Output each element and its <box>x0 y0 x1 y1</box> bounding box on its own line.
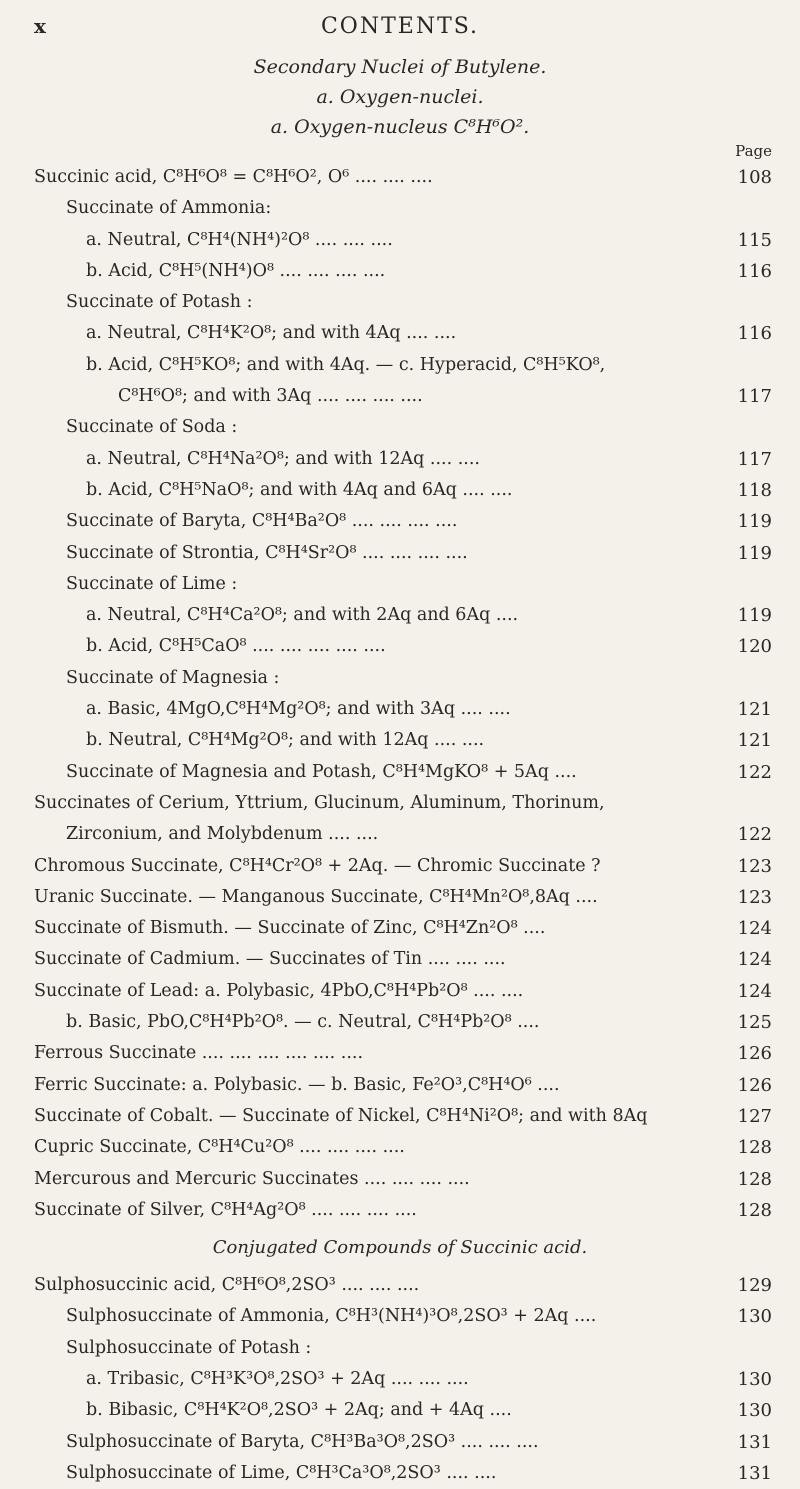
contents-entry <box>0 725 800 756</box>
entry-page-number: 119 <box>737 511 772 533</box>
entry-text: a. Neutral, C⁸H⁴(NH⁴)²O⁸ .... .... .... <box>86 229 393 250</box>
entry-text: b. Acid, C⁸H⁵(NH⁴)O⁸ .... .... .... .... <box>86 260 386 281</box>
contents-entry <box>0 193 800 224</box>
contents-entry <box>0 663 800 694</box>
contents-entry <box>0 475 800 506</box>
entry-text: Succinate of Strontia, C⁸H⁴Sr²O⁸ .... .... .... .... <box>66 542 468 563</box>
contents-entry <box>0 913 800 944</box>
entry-page-number: 123 <box>737 886 772 908</box>
entry-text: b. Acid, C⁸H⁵KO⁸; and with 4Aq. — c. Hyperacid, C⁸H⁵KO⁸, <box>86 354 606 375</box>
entry-page-number: 117 <box>737 386 772 408</box>
entry-text: Uranic Succinate. — Manganous Succinate, C⁸H⁴Mn²O⁸,8Aq .... <box>34 886 598 907</box>
contents-entry <box>0 882 800 913</box>
contents-entry <box>0 1333 800 1364</box>
entry-text: Succinate of Bismuth. — Succinate of Zinc, C⁸H⁴Zn²O⁸ .... <box>34 918 546 939</box>
contents-list <box>0 162 800 1489</box>
entry-text: Chromous Succinate, C⁸H⁴Cr²O⁸ + 2Aq. — Chromic Succinate ? <box>34 855 601 876</box>
entry-page-number: 126 <box>737 1043 772 1065</box>
contents-entry <box>0 381 800 412</box>
contents-entry <box>0 1364 800 1395</box>
contents-entry <box>0 1164 800 1195</box>
entry-text: a. Tribasic, C⁸H³K³O⁸,2SO³ + 2Aq .... .... .... <box>86 1368 469 1389</box>
contents-entry <box>0 1395 800 1426</box>
contents-entry <box>0 694 800 725</box>
contents-entry <box>0 1038 800 1069</box>
contents-entry <box>0 1270 800 1301</box>
contents-entry <box>0 600 800 631</box>
entry-text: Mercurous and Mercuric Succinates .... .... .... .... <box>34 1168 470 1189</box>
entry-page-number: 121 <box>737 699 772 721</box>
contents-entry <box>0 631 800 662</box>
entry-page-number: 130 <box>737 1306 772 1328</box>
entry-text: Succinate of Lead: a. Polybasic, 4PbO,C⁸H⁴Pb²O⁸ .... .... <box>34 980 524 1001</box>
contents-entry <box>0 1007 800 1038</box>
entry-text: C⁸H⁶O⁸; and with 3Aq .... .... .... .... <box>118 386 423 407</box>
entry-text: a. Neutral, C⁸H⁴Ca²O⁸; and with 2Aq and 6Aq .... <box>86 605 519 626</box>
section-heading: Secondary Nuclei of Butylene. <box>253 56 547 78</box>
contents-entry <box>0 976 800 1007</box>
sub-sub-heading: a. Oxygen-nucleus C⁸H⁶O². <box>270 116 530 138</box>
entry-text: b. Bibasic, C⁸H⁴K²O⁸,2SO³ + 2Aq; and + 4Aq .... <box>86 1400 512 1421</box>
entry-page-number: 115 <box>737 229 772 251</box>
contents-entry <box>0 350 800 381</box>
entry-page-number: 122 <box>737 761 772 783</box>
contents-entry <box>0 506 800 537</box>
entry-text: Sulphosuccinate of Potash : <box>66 1337 312 1358</box>
entry-text: a. Basic, 4MgO,C⁸H⁴Mg²O⁸; and with 3Aq .... .... <box>86 699 511 720</box>
entry-text: Sulphosuccinate of Lime, C⁸H³Ca³O⁸,2SO³ .... .... <box>66 1462 497 1483</box>
entry-text: Sulphosuccinic acid, C⁸H⁶O⁸,2SO³ .... .... .... <box>34 1275 420 1296</box>
entry-text: Succinates of Cerium, Yttrium, Glucinum, Aluminum, Thorinum, <box>34 792 605 813</box>
entry-page-number: 128 <box>737 1199 772 1221</box>
entry-page-number: 121 <box>737 730 772 752</box>
entry-page-number: 119 <box>737 605 772 627</box>
entry-text: Cupric Succinate, C⁸H⁴Cu²O⁸ .... .... .... .... <box>34 1137 405 1158</box>
contents-entry <box>0 1427 800 1458</box>
contents-entry <box>0 412 800 443</box>
entry-text: Succinate of Cobalt. — Succinate of Nickel, C⁸H⁴Ni²O⁸; and with 8Aq <box>34 1105 648 1126</box>
entry-text: b. Acid, C⁸H⁵CaO⁸ .... .... .... .... .... <box>86 636 386 657</box>
entry-text: Ferric Succinate: a. Polybasic. — b. Basic, Fe²O³,C⁸H⁴O⁶ .... <box>34 1074 560 1095</box>
contents-entry <box>0 256 800 287</box>
entry-text: Succinate of Silver, C⁸H⁴Ag²O⁸ .... .... .... .... <box>34 1199 417 1220</box>
entry-page-number: 131 <box>737 1431 772 1453</box>
contents-part-2 <box>0 1270 800 1489</box>
entry-text: Succinate of Magnesia : <box>66 667 280 688</box>
entry-text: Succinate of Lime : <box>66 573 238 594</box>
entry-text: Sulphosuccinate of Baryta, C⁸H³Ba³O⁸,2SO³ .... .... .... <box>66 1431 539 1452</box>
entry-page-number: 118 <box>737 479 772 501</box>
entry-page-number: 128 <box>737 1168 772 1190</box>
entry-page-number: 124 <box>737 980 772 1002</box>
entry-text: Succinate of Magnesia and Potash, C⁸H⁴MgKO⁸ + 5Aq .... <box>66 761 577 782</box>
entry-text: Succinate of Cadmium. — Succinates of Tin .... .... .... <box>34 949 506 970</box>
entry-page-number: 126 <box>737 1074 772 1096</box>
contents-entry <box>0 788 800 819</box>
entry-page-number: 122 <box>737 824 772 846</box>
page-folio: x <box>34 14 46 38</box>
entry-page-number: 125 <box>737 1012 772 1034</box>
entry-page-number: 117 <box>737 448 772 470</box>
entry-text: Ferrous Succinate .... .... .... .... .... .... <box>34 1043 364 1064</box>
entry-text: a. Neutral, C⁸H⁴Na²O⁸; and with 12Aq .... .... <box>86 448 480 469</box>
entry-text: b. Acid, C⁸H⁵NaO⁸; and with 4Aq and 6Aq .... .... <box>86 479 513 500</box>
entry-text: Succinate of Ammonia: <box>66 198 272 219</box>
contents-entry <box>0 1458 800 1489</box>
contents-entry <box>0 225 800 256</box>
entry-text: Succinate of Baryta, C⁸H⁴Ba²O⁸ .... .... .... .... <box>66 511 458 532</box>
entry-page-number: 124 <box>737 918 772 940</box>
entry-page-number: 130 <box>737 1368 772 1390</box>
contents-entry <box>0 1132 800 1163</box>
entry-page-number: 120 <box>737 636 772 658</box>
contents-part-1 <box>0 162 800 1226</box>
contents-entry <box>0 569 800 600</box>
conjugated-heading: Conjugated Compounds of Succinic acid. <box>212 1237 588 1259</box>
entry-text: Succinate of Potash : <box>66 292 253 313</box>
sub-heading: a. Oxygen-nuclei. <box>316 86 484 108</box>
entry-page-number: 116 <box>737 260 772 282</box>
entry-page-number: 131 <box>737 1462 772 1484</box>
contents-entry <box>0 1070 800 1101</box>
running-head <box>0 14 800 44</box>
entry-page-number: 127 <box>737 1105 772 1127</box>
contents-entry <box>0 1195 800 1226</box>
contents-entry <box>0 444 800 475</box>
contents-entry <box>0 1301 800 1332</box>
entry-page-number: 124 <box>737 949 772 971</box>
entry-page-number: 123 <box>737 855 772 877</box>
entry-text: Sulphosuccinate of Ammonia, C⁸H³(NH⁴)³O⁸,2SO³ + 2Aq .... <box>66 1306 597 1327</box>
contents-entry <box>0 287 800 318</box>
entry-page-number: 119 <box>737 542 772 564</box>
entry-page-number: 128 <box>737 1137 772 1159</box>
entry-text: Succinate of Soda : <box>66 417 238 438</box>
contents-entry <box>0 1101 800 1132</box>
contents-entry <box>0 162 800 193</box>
contents-entry <box>0 757 800 788</box>
entry-text: Zirconium, and Molybdenum .... .... <box>66 824 379 845</box>
entry-page-number: 129 <box>737 1275 772 1297</box>
entry-text: a. Neutral, C⁸H⁴K²O⁸; and with 4Aq .... .... <box>86 323 457 344</box>
entry-page-number: 130 <box>737 1400 772 1422</box>
entry-text: Succinic acid, C⁸H⁶O⁸ = C⁸H⁶O², O⁶ .... .... .... <box>34 167 433 187</box>
entry-page-number: 108 <box>737 167 772 188</box>
running-title: CONTENTS. <box>320 14 480 39</box>
contents-entry <box>0 944 800 975</box>
contents-entry <box>0 318 800 349</box>
page-column-label: Page <box>735 142 772 160</box>
entry-page-number: 116 <box>737 323 772 345</box>
contents-entry <box>0 819 800 850</box>
entry-text: b. Neutral, C⁸H⁴Mg²O⁸; and with 12Aq .... .... <box>86 730 485 751</box>
entry-text: b. Basic, PbO,C⁸H⁴Pb²O⁸. — c. Neutral, C⁸H⁴Pb²O⁸ .... <box>66 1012 540 1033</box>
contents-entry <box>0 538 800 569</box>
contents-entry <box>0 851 800 882</box>
